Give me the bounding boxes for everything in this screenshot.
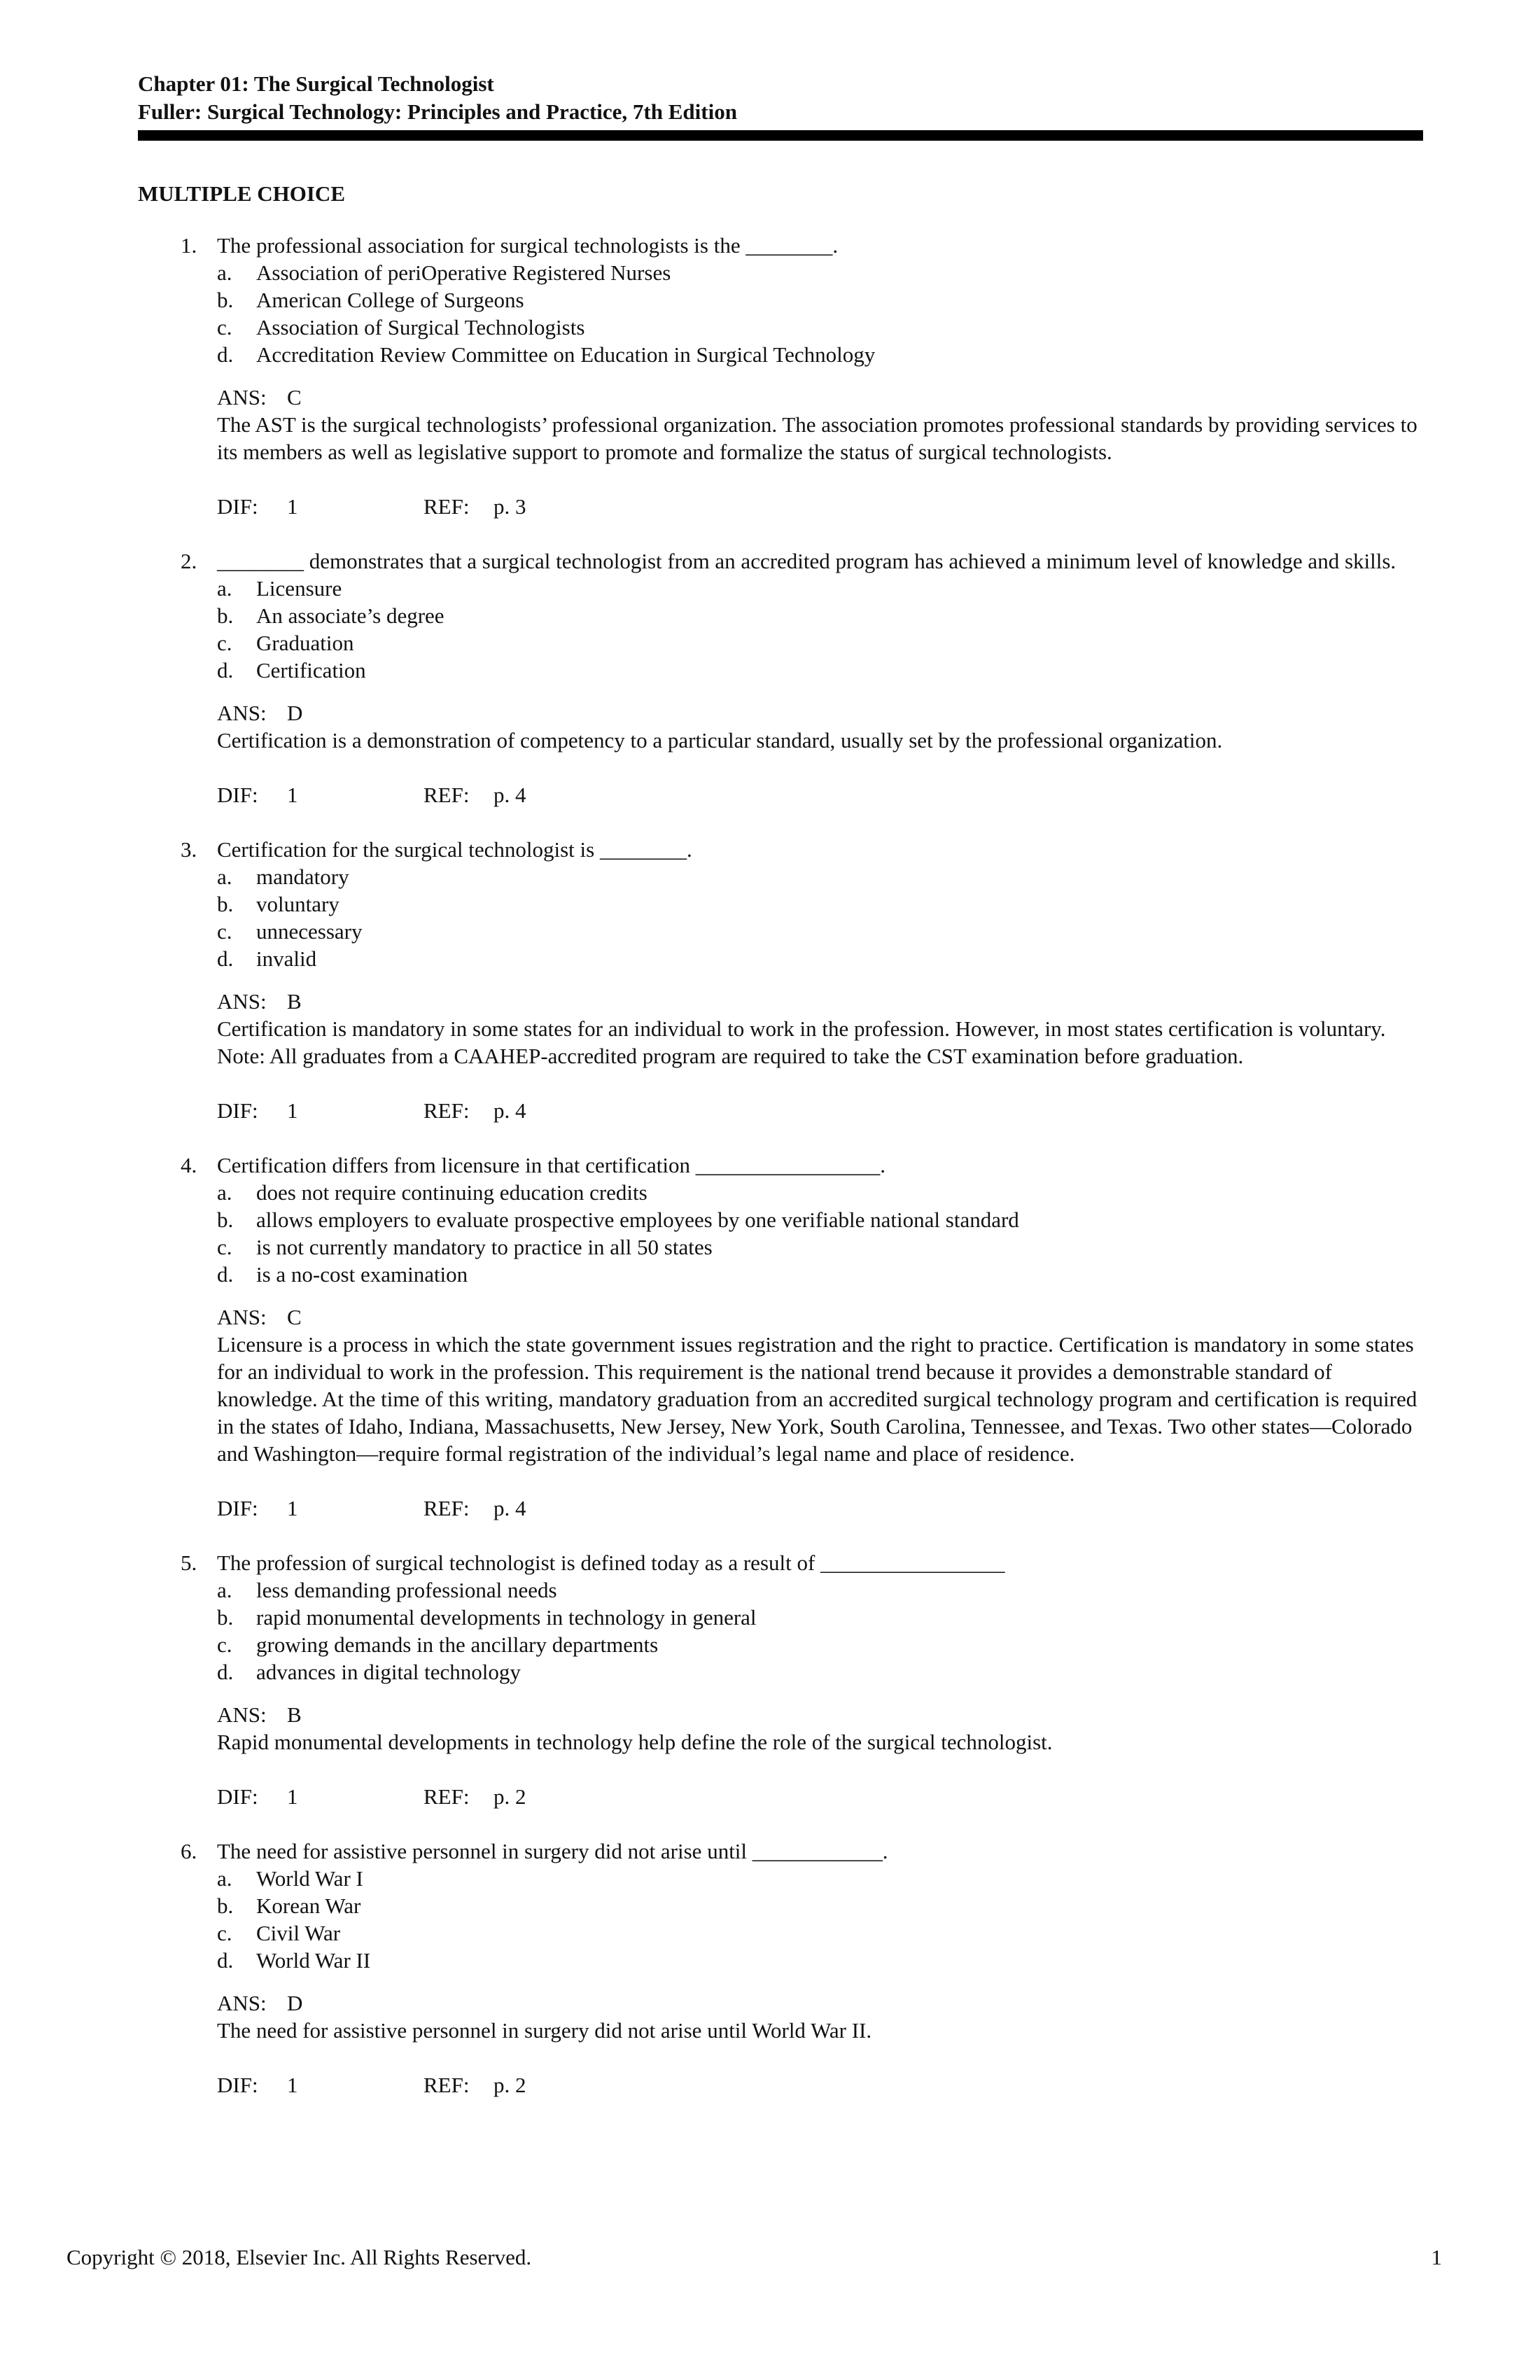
option-text: unnecessary xyxy=(256,919,363,944)
question-body xyxy=(217,1549,1424,1810)
option-text: allows employers to evaluate prospective employees by one verifiable national standard xyxy=(256,1208,1019,1232)
option-text: Association of Surgical Technologists xyxy=(256,315,585,340)
option-item xyxy=(217,890,1424,918)
question-meta xyxy=(217,1783,1424,1810)
answer-value: D xyxy=(287,1991,303,2015)
difficulty-value: 1 xyxy=(287,1098,298,1123)
answer-block xyxy=(217,384,1424,465)
question-stem: The need for assistive personnel in surgery did not arise until ____________. xyxy=(217,1839,888,1863)
option-text: Certification xyxy=(256,658,366,682)
question-list xyxy=(0,232,1540,2126)
answer-rationale: Licensure is a process in which the state government issues registration and the right to practice. Certification is mandatory in some states for an individual to work in the profession. This requirement is the national trend because it provides a demonstrable standard of knowledge. At the time of this writing, mandatory graduation from an accredited surgical technology program and certification is required in the states of Idaho, Indiana, Massachusetts, New Jersey, New York, South Carolina, Tennessee, and Texas. Two other states—Colorado and Washington—require formal registration of the individual’s legal name and place of residence. xyxy=(217,1332,1418,1466)
answer-label: ANS: xyxy=(217,989,267,1014)
reference-value: p. 3 xyxy=(493,494,526,519)
question-body xyxy=(217,232,1424,520)
question-stem: ________ demonstrates that a surgical technologist from an accredited program has achieved a minimum level of knowledge and skills. xyxy=(217,549,1396,573)
option-text: Licensure xyxy=(256,576,342,601)
question-meta xyxy=(217,2071,1424,2099)
answer-value: B xyxy=(287,1702,302,1727)
answer-line xyxy=(217,384,1424,411)
option-letter: a. xyxy=(217,1180,232,1205)
option-item xyxy=(217,1865,1424,1892)
option-text: Civil War xyxy=(256,1921,341,1945)
option-letter: d. xyxy=(217,1660,234,1684)
book-title: Fuller: Surgical Technology: Principles and Practice, 7th Edition xyxy=(138,99,737,124)
answer-line xyxy=(217,1701,1424,1728)
option-item xyxy=(217,259,1424,286)
reference-label: REF: xyxy=(424,1784,470,1809)
option-letter: a. xyxy=(217,1866,232,1891)
option-item xyxy=(217,657,1424,684)
question-stem: Certification differs from licensure in that certification _________________. xyxy=(217,1153,886,1177)
question-item xyxy=(0,1837,1540,2099)
difficulty-label: DIF: xyxy=(217,1496,258,1520)
option-text: World War II xyxy=(256,1948,371,1973)
option-item xyxy=(217,629,1424,657)
page-number: 1 xyxy=(1431,2245,1442,2269)
difficulty-value: 1 xyxy=(287,1496,298,1520)
reference-label: REF: xyxy=(424,494,470,519)
question-body xyxy=(217,547,1424,808)
question-number: 2. xyxy=(181,549,197,573)
option-item xyxy=(217,1261,1424,1288)
question-body xyxy=(217,836,1424,1124)
option-letter: b. xyxy=(217,1605,234,1630)
option-item xyxy=(217,945,1424,972)
question-number: 6. xyxy=(181,1839,197,1863)
option-item xyxy=(217,341,1424,368)
option-letter: d. xyxy=(217,342,234,367)
option-text: growing demands in the ancillary departments xyxy=(256,1632,659,1657)
answer-rationale: Rapid monumental developments in technology help define the role of the surgical technologist. xyxy=(217,1730,1053,1754)
reference-value: p. 2 xyxy=(493,1784,526,1809)
difficulty-value: 1 xyxy=(287,1784,298,1809)
answer-block xyxy=(217,1989,1424,2044)
question-stem: Certification for the surgical technologist is ________. xyxy=(217,837,692,862)
answer-value: B xyxy=(287,989,302,1014)
question-meta xyxy=(217,1494,1424,1522)
option-text: An associate’s degree xyxy=(256,603,444,628)
option-letter: c. xyxy=(217,1632,232,1657)
option-item xyxy=(217,863,1424,890)
difficulty-label: DIF: xyxy=(217,494,258,519)
option-text: less demanding professional needs xyxy=(256,1578,557,1602)
option-list xyxy=(217,863,1424,972)
option-letter: a. xyxy=(217,260,232,285)
option-letter: c. xyxy=(217,1235,232,1259)
question-body xyxy=(217,1837,1424,2099)
option-text: American College of Surgeons xyxy=(256,288,524,312)
option-letter: c. xyxy=(217,315,232,340)
option-text: Graduation xyxy=(256,631,354,655)
option-item xyxy=(217,575,1424,602)
option-letter: b. xyxy=(217,288,234,312)
option-item xyxy=(217,1658,1424,1686)
question-item xyxy=(0,836,1540,1124)
reference-value: p. 2 xyxy=(493,2073,526,2097)
option-letter: b. xyxy=(217,603,234,628)
option-text: invalid xyxy=(256,946,317,971)
answer-block xyxy=(217,1303,1424,1467)
answer-block xyxy=(217,1701,1424,1756)
option-letter: a. xyxy=(217,1578,232,1602)
answer-line xyxy=(217,1989,1424,2017)
answer-block xyxy=(217,988,1424,1070)
option-item xyxy=(217,602,1424,629)
answer-rationale: Certification is mandatory in some states for an individual to work in the profession. However, in most states certification is voluntary. Note: All graduates from a CAAHEP-accredited program are required to take the CST examination before graduation. xyxy=(217,1016,1386,1068)
answer-value: C xyxy=(287,385,302,410)
reference-value: p. 4 xyxy=(493,1496,526,1520)
option-text: is a no-cost examination xyxy=(256,1262,468,1287)
option-item xyxy=(217,286,1424,314)
difficulty-label: DIF: xyxy=(217,2073,258,2097)
answer-rationale: The AST is the surgical technologists’ professional organization. The association promotes professional standards by providing services to its members as well as legislative support to promote and formalize the status of surgical technologists. xyxy=(217,412,1418,464)
option-item xyxy=(217,1206,1424,1233)
option-letter: c. xyxy=(217,631,232,655)
option-item xyxy=(217,314,1424,341)
question-body xyxy=(217,1152,1424,1522)
option-text: voluntary xyxy=(256,892,340,916)
answer-line xyxy=(217,1303,1424,1331)
question-number: 5. xyxy=(181,1550,197,1575)
question-stem: The professional association for surgical technologists is the ________. xyxy=(217,233,839,258)
reference-value: p. 4 xyxy=(493,783,526,807)
option-letter: b. xyxy=(217,1893,234,1918)
question-item xyxy=(0,1549,1540,1810)
answer-label: ANS: xyxy=(217,1702,267,1727)
option-letter: a. xyxy=(217,864,232,889)
question-item xyxy=(0,232,1540,520)
question-item xyxy=(0,1152,1540,1522)
reference-label: REF: xyxy=(424,1098,470,1123)
option-list xyxy=(217,259,1424,368)
option-letter: c. xyxy=(217,919,232,944)
reference-label: REF: xyxy=(424,783,470,807)
option-letter: d. xyxy=(217,1262,234,1287)
option-text: is not currently mandatory to practice in all 50 states xyxy=(256,1235,713,1259)
reference-label: REF: xyxy=(424,2073,470,2097)
reference-value: p. 4 xyxy=(493,1098,526,1123)
option-text: rapid monumental developments in technology in general xyxy=(256,1605,757,1630)
answer-label: ANS: xyxy=(217,1991,267,2015)
option-letter: c. xyxy=(217,1921,232,1945)
option-item xyxy=(217,1576,1424,1604)
option-letter: d. xyxy=(217,946,234,971)
option-text: advances in digital technology xyxy=(256,1660,521,1684)
option-list xyxy=(217,1576,1424,1686)
option-list xyxy=(217,1865,1424,1974)
answer-rationale: Certification is a demonstration of competency to a particular standard, usually set by the professional organization. xyxy=(217,728,1223,752)
answer-value: D xyxy=(287,701,303,725)
option-text: mandatory xyxy=(256,864,349,889)
answer-block xyxy=(217,699,1424,754)
page-footer xyxy=(66,2244,1442,2272)
answer-rationale: The need for assistive personnel in surgery did not arise until World War II. xyxy=(217,2018,872,2043)
answer-label: ANS: xyxy=(217,701,267,725)
question-meta xyxy=(217,493,1424,520)
option-letter: b. xyxy=(217,892,234,916)
option-item xyxy=(217,1919,1424,1947)
difficulty-value: 1 xyxy=(287,2073,298,2097)
answer-label: ANS: xyxy=(217,385,267,410)
difficulty-label: DIF: xyxy=(217,783,258,807)
option-letter: b. xyxy=(217,1208,234,1232)
option-item xyxy=(217,1892,1424,1919)
option-item xyxy=(217,918,1424,945)
chapter-title: Chapter 01: The Surgical Technologist xyxy=(138,71,494,96)
answer-line xyxy=(217,988,1424,1015)
section-title: MULTIPLE CHOICE xyxy=(138,181,345,206)
option-text: Association of periOperative Registered Nurses xyxy=(256,260,671,285)
reference-label: REF: xyxy=(424,1496,470,1520)
question-stem: The profession of surgical technologist is defined today as a result of _________________ xyxy=(217,1550,1005,1575)
option-item xyxy=(217,1179,1424,1206)
question-number: 3. xyxy=(181,837,197,862)
option-text: Accreditation Review Committee on Education in Surgical Technology xyxy=(256,342,876,367)
header-rule xyxy=(138,130,1423,141)
option-text: does not require continuing education credits xyxy=(256,1180,648,1205)
option-item xyxy=(217,1233,1424,1261)
option-letter: a. xyxy=(217,576,232,601)
option-item xyxy=(217,1631,1424,1658)
option-letter: d. xyxy=(217,658,234,682)
option-item xyxy=(217,1947,1424,1974)
option-text: World War I xyxy=(256,1866,363,1891)
answer-line xyxy=(217,699,1424,727)
question-item xyxy=(0,547,1540,808)
question-meta xyxy=(217,1097,1424,1124)
option-letter: d. xyxy=(217,1948,234,1973)
page-header xyxy=(138,70,1423,141)
question-meta xyxy=(217,781,1424,808)
difficulty-label: DIF: xyxy=(217,1784,258,1809)
difficulty-label: DIF: xyxy=(217,1098,258,1123)
difficulty-value: 1 xyxy=(287,494,298,519)
answer-label: ANS: xyxy=(217,1305,267,1329)
option-text: Korean War xyxy=(256,1893,361,1918)
option-list xyxy=(217,575,1424,684)
question-number: 1. xyxy=(181,233,197,258)
copyright-notice: Copyright © 2018, Elsevier Inc. All Rights Reserved. xyxy=(66,2245,532,2269)
answer-value: C xyxy=(287,1305,302,1329)
question-number: 4. xyxy=(181,1153,197,1177)
option-list xyxy=(217,1179,1424,1288)
option-item xyxy=(217,1604,1424,1631)
difficulty-value: 1 xyxy=(287,783,298,807)
